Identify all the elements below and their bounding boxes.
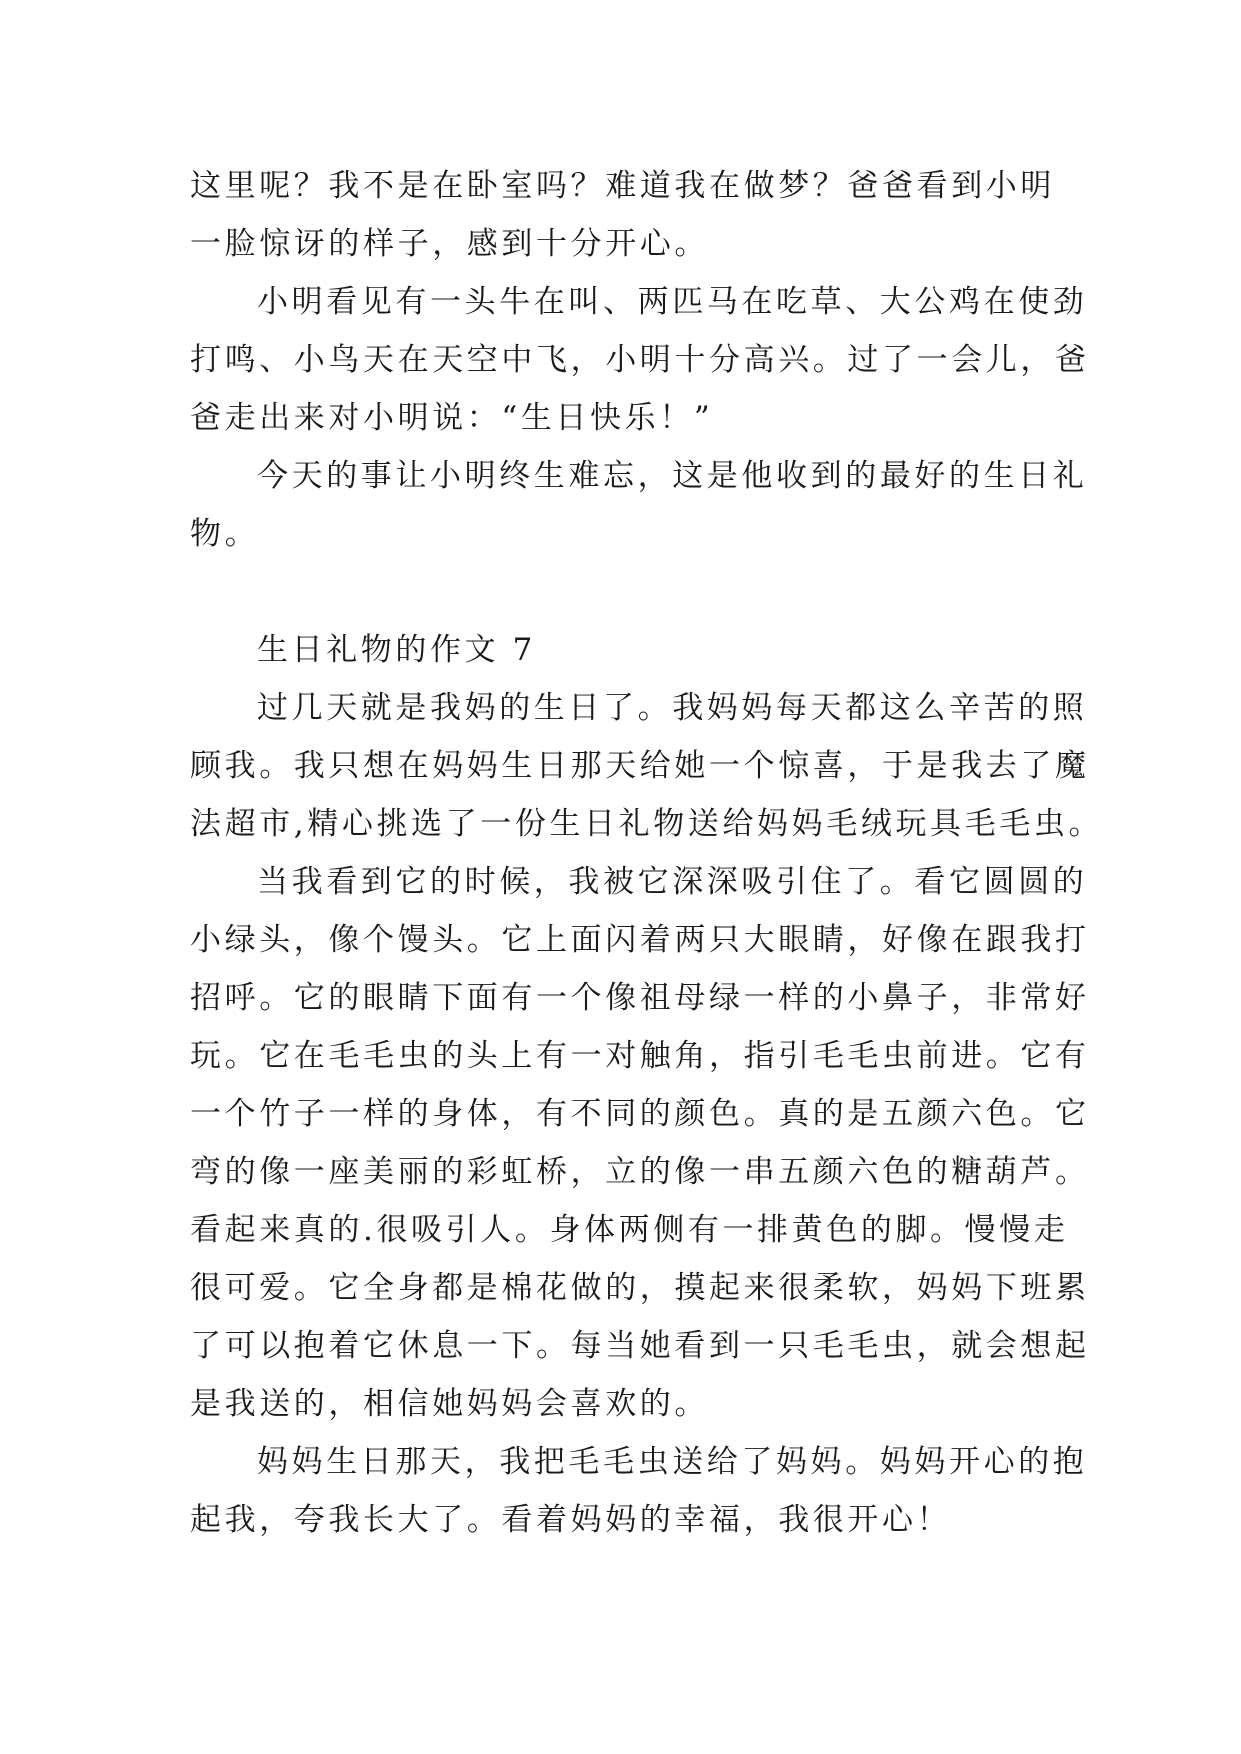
- text-line: 爸走出来对小明说：“生日快乐！”: [190, 400, 714, 436]
- paragraph-start-line: 小明看见有一头牛在叫、两匹马在吃草、大公鸡在使劲: [257, 284, 1088, 320]
- text-line: 顾我。我只想在妈妈生日那天给她一个惊喜，于是我去了魔: [190, 748, 1090, 784]
- text-line: 法超市,精心挑选了一份生日礼物送给妈妈毛绒玩具毛毛虫。: [190, 806, 1104, 842]
- text-line: 小绿头，像个馒头。它上面闪着两只大眼睛，好像在跟我打: [190, 922, 1090, 958]
- text-line: 很可爱。它全身都是棉花做的，摸起来很柔软，妈妈下班累: [190, 1270, 1090, 1306]
- section-heading: 生日礼物的作文 7: [257, 632, 536, 668]
- paragraph-start-line: 妈妈生日那天，我把毛毛虫送给了妈妈。妈妈开心的抱: [257, 1444, 1088, 1480]
- text-line: 是我送的，相信她妈妈会喜欢的。: [190, 1386, 709, 1422]
- text-line: 打鸣、小鸟天在天空中飞，小明十分高兴。过了一会儿，爸: [190, 342, 1090, 378]
- text-line: 起我，夸我长大了。看着妈妈的幸福，我很开心！: [190, 1502, 952, 1538]
- paragraph-start-line: 过几天就是我妈的生日了。我妈妈每天都这么辛苦的照: [257, 690, 1088, 726]
- paragraph-start-line: 当我看到它的时候，我被它深深吸引住了。看它圆圆的: [257, 864, 1088, 900]
- text-line: 物。: [190, 516, 260, 552]
- text-line: 一个竹子一样的身体，有不同的颜色。真的是五颜六色。它: [190, 1096, 1090, 1132]
- text-line: 招呼。它的眼睛下面有一个像祖母绿一样的小鼻子，非常好: [190, 980, 1090, 1016]
- text-line: 弯的像一座美丽的彩虹桥，立的像一串五颜六色的糖葫芦。: [190, 1154, 1090, 1190]
- text-line: 玩。它在毛毛虫的头上有一对触角，指引毛毛虫前进。它有: [190, 1038, 1090, 1074]
- text-line: 了可以抱着它休息一下。每当她看到一只毛毛虫，就会想起: [190, 1328, 1090, 1364]
- text-line: 这里呢？我不是在卧室吗？难道我在做梦？爸爸看到小明: [190, 168, 1055, 204]
- text-line: 看起来真的.很吸引人。身体两侧有一排黄色的脚。慢慢走: [190, 1212, 1069, 1248]
- text-line: 一脸惊讶的样子，感到十分开心。: [190, 226, 709, 262]
- paragraph-start-line: 今天的事让小明终生难忘，这是他收到的最好的生日礼: [257, 458, 1088, 494]
